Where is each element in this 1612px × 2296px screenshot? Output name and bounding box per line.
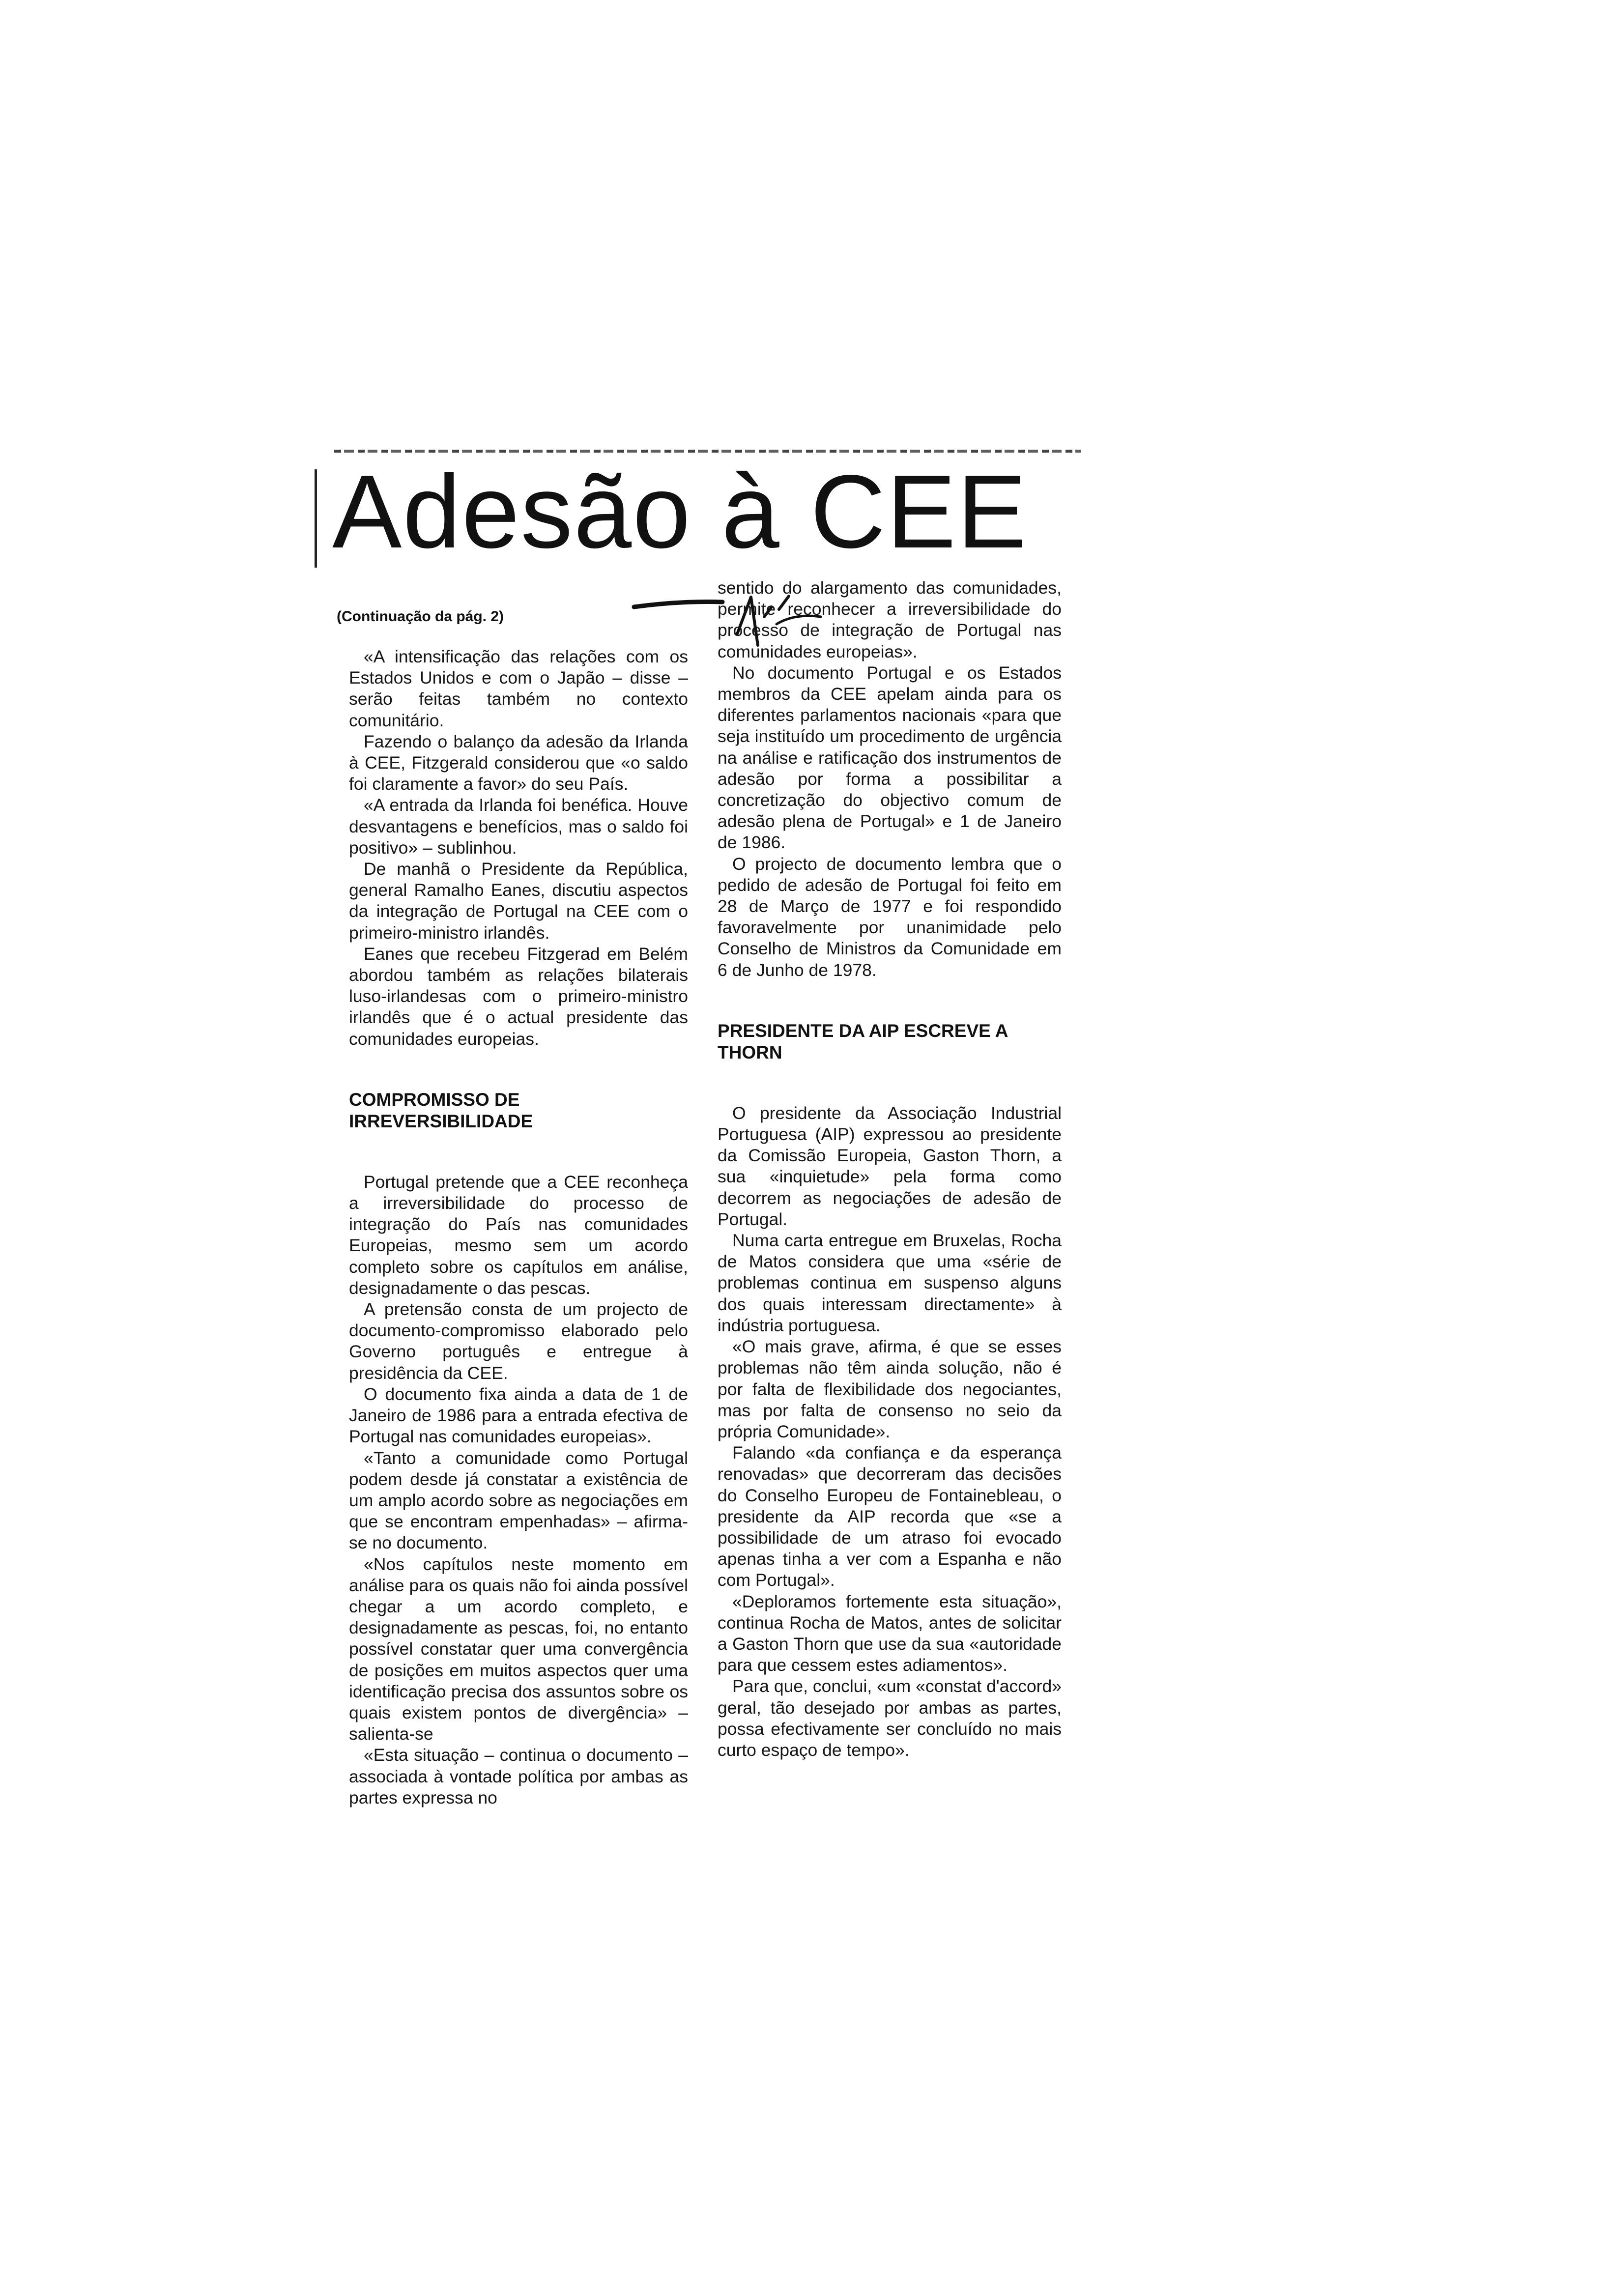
paragraph: De manhã o Presidente da República, general Ramalho Eanes, discutiu aspectos da integração de Portugal na CEE com o primeiro-ministro irlandês.	[349, 859, 688, 943]
paragraph: «Nos capítulos neste momento em análise para os quais não foi ainda possível chegar a um acordo completo, e designadamente as pescas, foi, no entanto possível constatar quer uma convergência de posições em muitos aspectos quer uma identificação precisa dos assuntos sobre os quais existem pontos de divergência» – salienta-se	[349, 1554, 688, 1744]
left-column	[349, 646, 688, 1808]
left-rule	[315, 469, 317, 568]
paragraph: A pretensão consta de um projecto de documento-compromisso elaborado pelo Governo português e entregue à presidência da CEE.	[349, 1299, 688, 1383]
paragraph: Eanes que recebeu Fitzgerad em Belém abordou também as relações bilaterais luso-irlandesas com o primeiro-ministro irlandês que é o actual presidente das comunidades europeias.	[349, 944, 688, 1049]
paragraph: «A entrada da Irlanda foi benéfica. Houve desvantagens e benefícios, mas o saldo foi positivo» – sublinhou.	[349, 795, 688, 858]
paragraph: Falando «da confiança e da esperança renovadas» que decorreram das decisões do Conselho Europeu de Fontainebleau, o presidente da AIP recorda que «se a possibilidade de um atraso foi evocado apenas tinha a ver com a Espanha e não com Portugal».	[718, 1443, 1062, 1590]
newspaper-clipping	[315, 440, 1121, 2162]
paragraph: Fazendo o balanço da adesão da Irlanda à CEE, Fitzgerald considerou que «o saldo foi claramente a favor» do seu País.	[349, 731, 688, 794]
paragraph: sentido do alargamento das comunidades, permite reconhecer a irreversibilidade do processo de integração de Portugal nas comunidades europeias».	[718, 578, 1062, 661]
paragraph: «A intensificação das relações com os Estados Unidos e com o Japão – disse – serão feitas também no contexto comunitário.	[349, 647, 688, 730]
continuation-label: (Continuação da pág. 2)	[337, 608, 504, 625]
paragraph: «O mais grave, afirma, é que se esses problemas não têm ainda solução, não é por falta de flexibilidade dos negociantes, mas por falta de consenso no seio da própria Comunidade».	[718, 1337, 1062, 1441]
paragraph: Numa carta entregue em Bruxelas, Rocha de Matos considera que uma «série de problemas continua em suspenso alguns dos quais interessam directamente» à indústria portuguesa.	[718, 1231, 1062, 1335]
paragraph: O presidente da Associação Industrial Portuguesa (AIP) expressou ao presidente da Comissão Europeia, Gaston Thorn, a sua «inquietude» pela forma como decorrem as negociações de adesão de Portugal.	[718, 1103, 1062, 1229]
paragraph: «Tanto a comunidade como Portugal podem desde já constatar a existência de um amplo acordo sobre as negociações em que se encontram empenhadas» – afirma-se no documento.	[349, 1448, 688, 1553]
paragraph: «Deploramos fortemente esta situação», continua Rocha de Matos, antes de solicitar a Gaston Thorn que use da sua «autoridade para que cessem estes adiamentos».	[718, 1591, 1062, 1675]
section-heading-compromisso: COMPROMISSO DE IRREVERSIBILIDADE	[349, 1089, 533, 1131]
right-column	[718, 577, 1062, 1761]
paragraph: O documento fixa ainda a data de 1 de Janeiro de 1986 para a entrada efectiva de Portugal nas comunidades europeias».	[349, 1384, 688, 1447]
paragraph: No documento Portugal e os Estados membros da CEE apelam ainda para os diferentes parlamentos nacionais «para que seja instituído um procedimento de urgência na análise e ratificação dos instrumentos de adesão por forma a possibilitar a concretização do objectivo comum de adesão plena de Portugal» e 1 de Janeiro de 1986.	[718, 662, 1062, 853]
headline: Adesão à CEE	[332, 453, 1028, 570]
section-heading-aip: PRESIDENTE DA AIP ESCREVE A THORN	[718, 1020, 1008, 1062]
paragraph: Portugal pretende que a CEE reconheça a irreversibilidade do processo de integração do País nas comunidades Europeias, mesmo sem um acordo completo sobre os capítulos em análise, designadamente o das pescas.	[349, 1172, 688, 1298]
paragraph: Para que, conclui, «um «constat d'accord» geral, tão desejado por ambas as partes, possa efectivamente ser concluído no mais curto espaço de tempo».	[718, 1676, 1062, 1760]
paragraph: O projecto de documento lembra que o pedido de adesão de Portugal foi feito em 28 de Março de 1977 e foi respondido favoravelmente por unanimidade pelo Conselho de Ministros da Comunidade em 6 de Junho de 1978.	[718, 854, 1062, 980]
paragraph: «Esta situação – continua o documento – associada à vontade política por ambas as partes expressa no	[349, 1745, 688, 1808]
top-rule	[334, 450, 1081, 453]
